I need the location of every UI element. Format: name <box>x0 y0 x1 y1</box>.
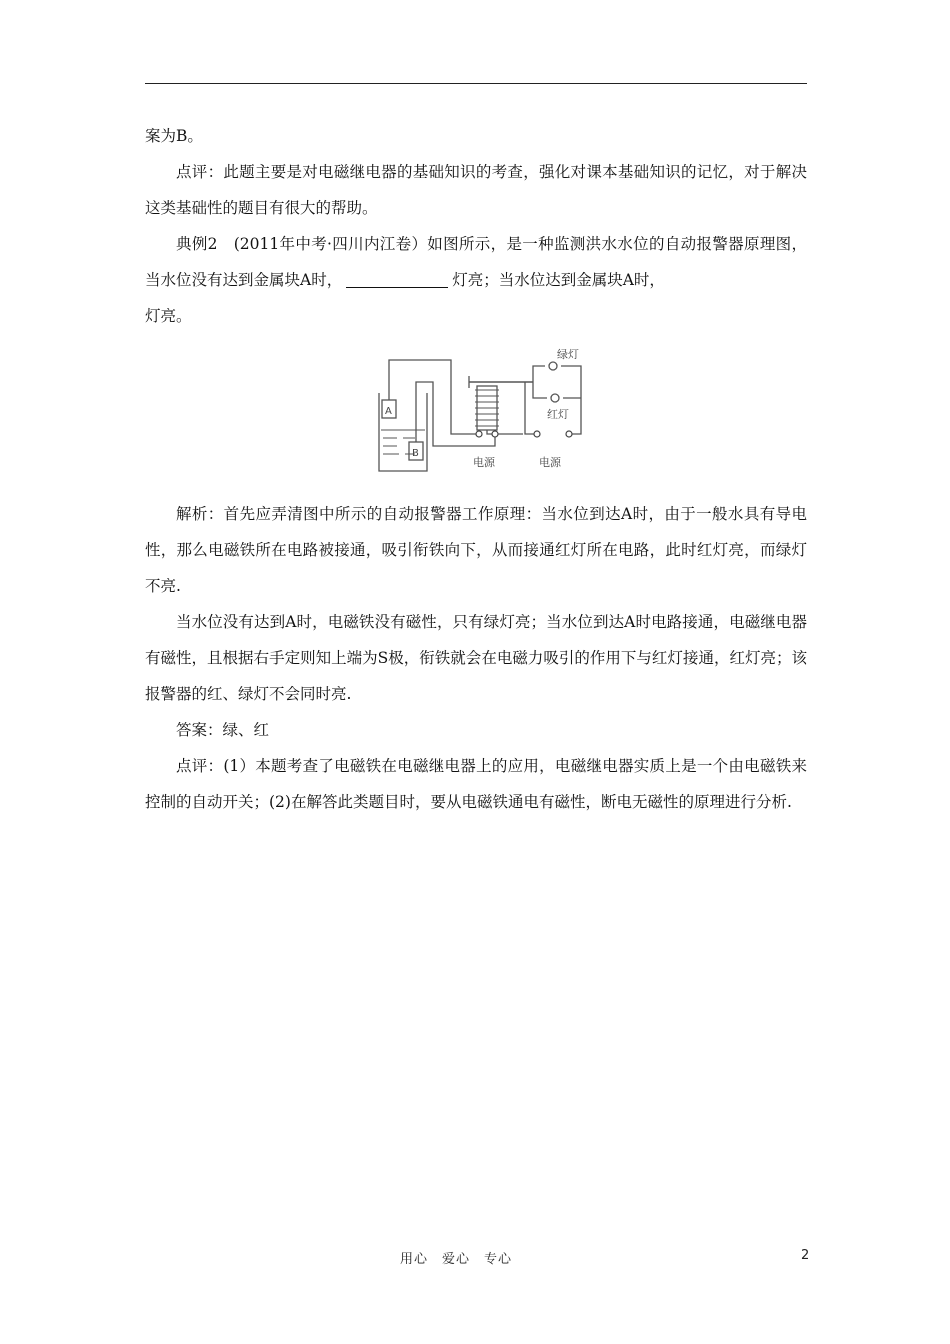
electromagnet-coil <box>475 390 499 426</box>
power-1-terminal-left <box>476 431 482 437</box>
paragraph-example-2-end: 灯亮。 <box>145 307 192 325</box>
paragraph-example-2 <box>145 226 807 298</box>
label-power-1: 电源 <box>473 456 495 469</box>
label-a: A <box>385 406 392 417</box>
label-green-lamp: 绿灯 <box>557 348 579 361</box>
wire-a <box>389 360 479 434</box>
paragraph-analysis: 解析：首先应弄清图中所示的自动报警器工作原理：当水位到达A时，由于一般水具有导电性，那么电磁铁所在电路被接通，吸引衔铁向下，从而接通红灯所在电路，此时红灯亮，而绿灯不亮. <box>145 505 807 595</box>
paragraph-answer-end: 案为B。 <box>145 127 203 145</box>
power-1-terminal-right <box>492 431 498 437</box>
alarm-circuit-figure <box>145 338 807 488</box>
page-number: 2 <box>801 1248 810 1263</box>
red-lamp <box>551 394 559 402</box>
power-2-terminal-right <box>566 431 572 437</box>
power-2-terminal-left <box>534 431 540 437</box>
label-red-lamp: 红灯 <box>547 408 569 421</box>
answer-blank <box>346 269 448 288</box>
paragraph-comment-2: 点评：(1）本题考查了电磁铁在电磁继电器上的应用，电磁继电器实质上是一个由电磁铁来控制的自动开关；(2)在解答此类题目时，要从电磁铁通电有磁性，断电无磁性的原理进行分析. <box>145 757 807 811</box>
label-power-2: 电源 <box>539 456 561 469</box>
green-lamp-wire <box>533 366 581 434</box>
circuit-diagram <box>375 338 585 478</box>
green-lamp <box>549 362 557 370</box>
wire-b <box>416 382 523 446</box>
label-b: B <box>412 448 419 459</box>
header-rule <box>145 83 807 84</box>
document-body <box>145 118 807 820</box>
paragraph-comment-1: 点评：此题主要是对电磁继电器的基础知识的考查，强化对课本基础知识的记忆，对于解决这类基础性的题目有很大的帮助。 <box>145 163 807 217</box>
footer-motto: 用心 爱心 专心 <box>400 1252 513 1267</box>
paragraph-answer: 答案：绿、红 <box>176 721 270 739</box>
beaker <box>379 393 427 471</box>
red-lamp-wire <box>533 382 581 398</box>
example-2-text-cont: 灯亮；当水位达到金属块A时， <box>452 271 665 289</box>
paragraph-analysis-2: 当水位没有达到A时，电磁铁没有磁性，只有绿灯亮；当水位到达A时电路接通，电磁继电器有磁性，且根据右手定则知上端为S极，衔铁就会在电磁力吸引的作用下与红灯接通，红灯亮；该报警器的红、绿灯不会同时亮. <box>145 613 807 703</box>
example-2-text: 典例2 (2011年中考·四川内江卷）如图所示，是一种监测洪水水位的自动报警器原理图，当水位没有达到金属块A时， <box>145 235 807 289</box>
